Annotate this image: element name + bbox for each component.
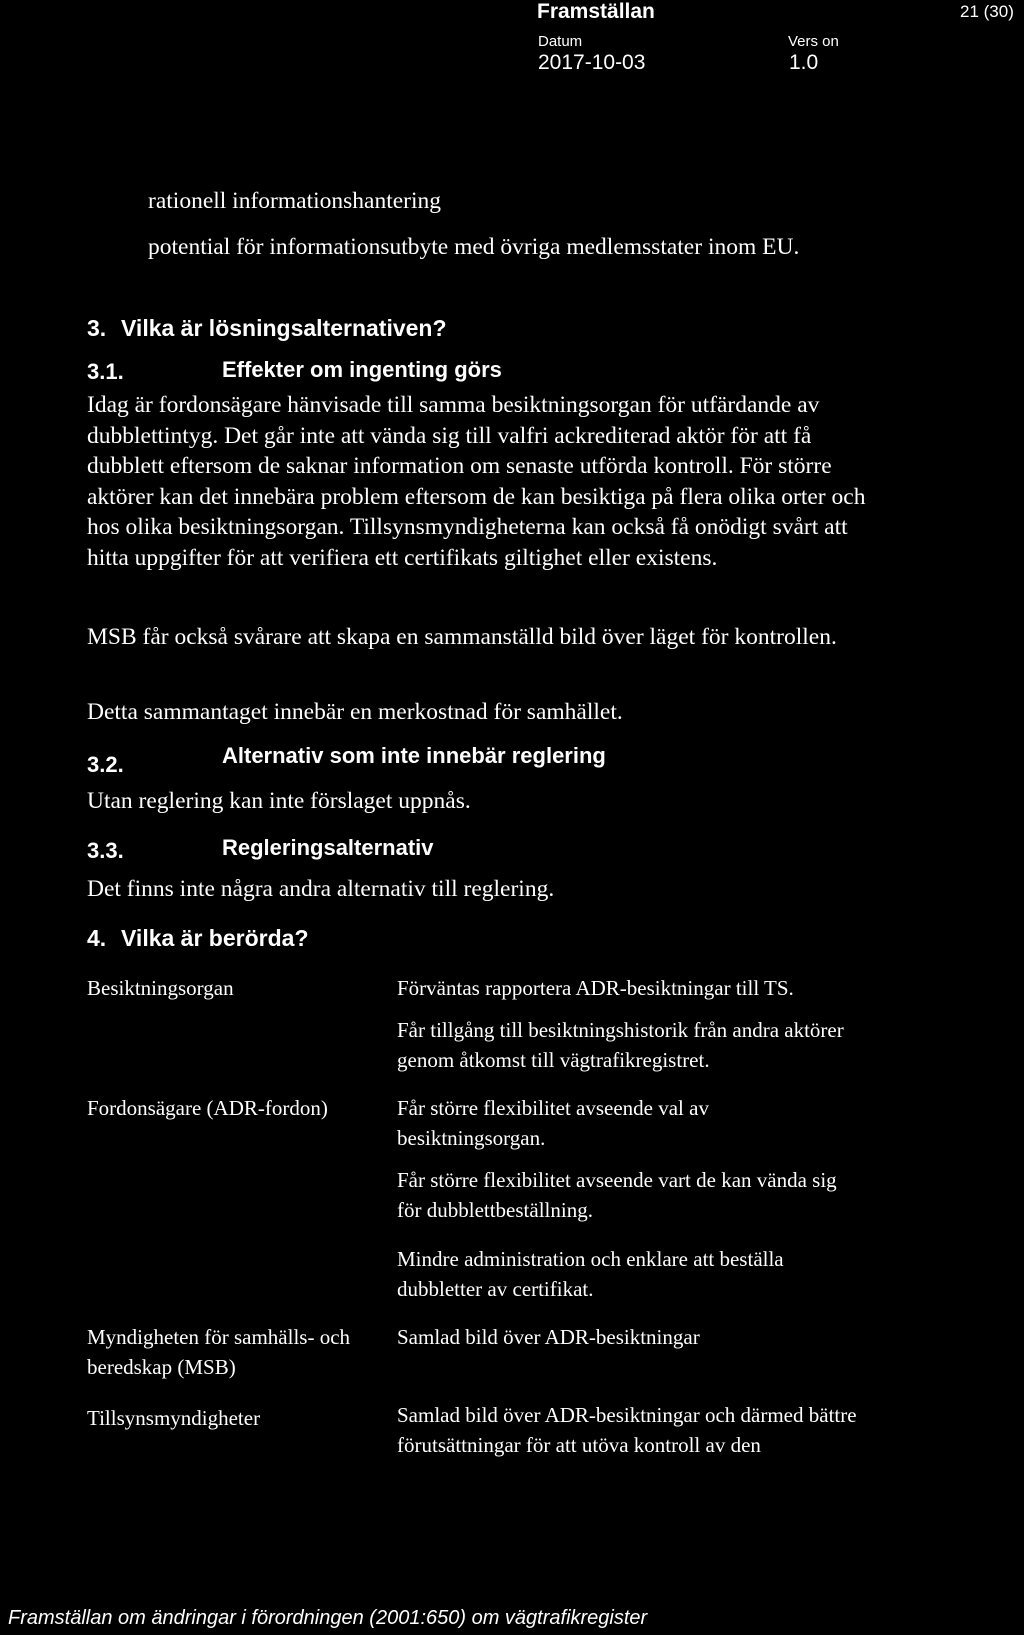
document-title: Framställan <box>537 0 655 23</box>
table-row-2-effect-b: Får större flexibilitet avseende vart de kan vända sig för dubblettbeställning. <box>397 1168 837 1222</box>
table-row-4-effect: Samlad bild över ADR-besiktningar och därmed bättre förutsättningar för att utöva kontroll av den <box>397 1403 857 1457</box>
table-row-1-effect-b: Får tillgång till besiktningshistorik från andra aktörer genom åtkomst till vägtrafikregistret. <box>397 1018 844 1072</box>
section-3-2-paragraph: Utan reglering kan inte förslaget uppnås. <box>87 788 471 814</box>
intro-line-2: potential för informationsutbyte med övriga medlemsstater inom EU. <box>148 234 800 260</box>
version-label: Vers on <box>788 33 839 50</box>
table-row-4-party: Tillsynsmyndigheter <box>87 1406 261 1430</box>
table-row-1-party: Besiktningsorgan <box>87 976 234 1000</box>
page-footer: Framställan om ändringar i förordningen (2001:650) om vägtrafikregister <box>8 1607 648 1629</box>
section-3-1-paragraph-1: Idag är fordonsägare hänvisade till samma besiktningsorgan för utfärdande av dubblettintyg. Det går inte att vända sig till valfri ackrediterad aktör för att få dubblett eftersom de saknar information om senaste utförda kontroll. För större aktörer kan det innebära problem eftersom de kan besiktiga på flera olika orter och hos olika besiktningsorgan. Tillsynsmyndigheterna kan också få onödigt svårt att hitta uppgifter för att verifiera ett certifikats giltighet eller existens. <box>87 392 866 571</box>
section-3-2-title: Alternativ som inte innebär reglering <box>222 743 606 768</box>
table-row-1-effect-a: Förväntas rapportera ADR-besiktningar till TS. <box>397 976 794 1000</box>
section-3-1-number: 3.1. <box>87 359 124 384</box>
section-3-3-paragraph: Det finns inte några andra alternativ till reglering. <box>87 876 555 902</box>
table-row-2-party: Fordonsägare (ADR-fordon) <box>87 1096 328 1120</box>
table-row-3-effect: Samlad bild över ADR-besiktningar <box>397 1325 700 1349</box>
section-3-3-number: 3.3. <box>87 838 124 863</box>
page-number: 21 (30) <box>960 2 1014 21</box>
section-3-3-title: Regleringsalternativ <box>222 835 434 860</box>
section-3-title: Vilka är lösningsalternativen? <box>121 315 447 341</box>
section-4-number: 4. <box>87 925 107 951</box>
intro-line-1: rationell informationshantering <box>148 188 442 214</box>
section-3-2-number: 3.2. <box>87 752 124 777</box>
section-3-1-title: Effekter om ingenting görs <box>222 357 502 382</box>
section-3-1-paragraph-3: Detta sammantaget innebär en merkostnad för samhället. <box>87 699 623 725</box>
table-row-3-party: Myndigheten för samhälls- och beredskap (MSB) <box>87 1325 351 1379</box>
section-4-title: Vilka är berörda? <box>121 925 309 951</box>
section-3-1-paragraph-2: MSB får också svårare att skapa en sammanställd bild över läget för kontrollen. <box>87 624 837 650</box>
date-label: Datum <box>538 33 583 50</box>
table-row-2-effect-a: Får större flexibilitet avseende val av besiktningsorgan. <box>397 1096 709 1150</box>
date-value: 2017-10-03 <box>538 51 646 74</box>
version-value: 1.0 <box>789 51 819 74</box>
section-3-number: 3. <box>87 315 107 341</box>
table-row-2-effect-c: Mindre administration och enklare att beställa dubbletter av certifikat. <box>397 1247 784 1301</box>
